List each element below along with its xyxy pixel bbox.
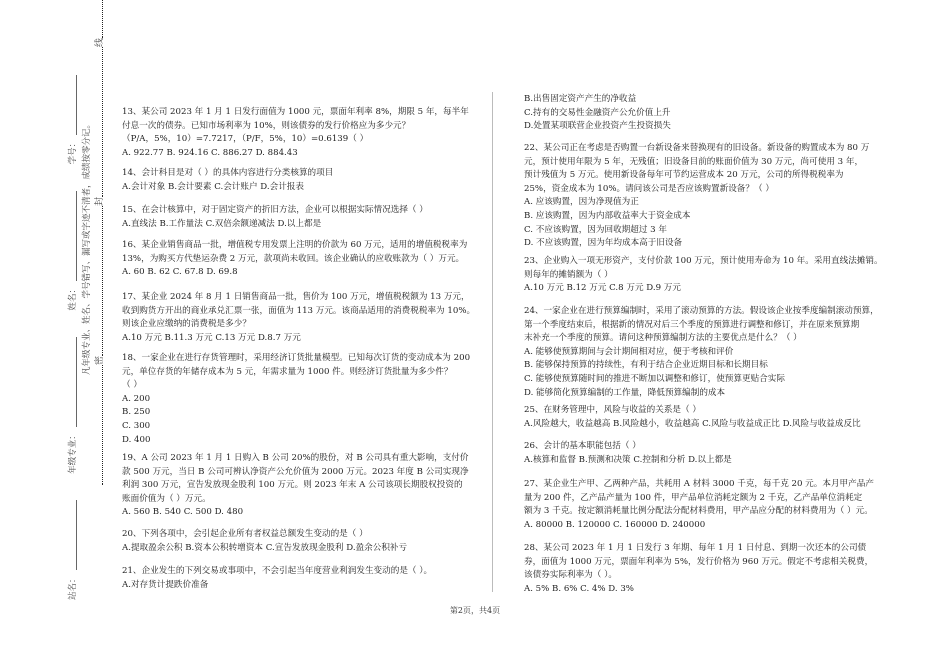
question-line: 该债券实际利率为（ ）。 bbox=[524, 570, 617, 581]
question-line: A.会计对象 B.会计要素 C.会计账户 D.会计报表 bbox=[122, 181, 304, 192]
question-line: 28、某公司 2023 年 1 月 1 日发行 3 年期、每年 1 月 1 日付息、到期一次还本的公司债 bbox=[524, 543, 867, 553]
question-line: A.10 万元 B.12 万元 C.8 万元 D.9 万元 bbox=[524, 283, 681, 294]
question-block bbox=[524, 440, 732, 467]
question-line: 19、A 公司 2023 年 1 月 1 日购入 B 公司 20%的股份，对 B 公司具有重大影响，支付价 bbox=[122, 453, 469, 463]
question-line: 18、一家企业在进行存货管理时，采用经济订货批量模型。已知每次订货的变动成本为 200 bbox=[122, 353, 471, 363]
dotted-line bbox=[97, 206, 103, 356]
question-line: 26、会计的基本职能包括（ ） bbox=[524, 441, 641, 451]
question-line: 元，预计使用年限为 5 年，无残值；旧设备目前的账面价值为 30 万元，尚可使用 3 年， bbox=[524, 156, 864, 167]
question-line: 量为 200 件，乙产品产量为 100 件，甲产品单位消耗定额为 2 千克，乙产品单位消耗定 bbox=[524, 492, 863, 503]
question-line: 利润 300 万元，宣告发放现金股利 100 万元。则 2023 年末 A 公司该项长期股权投资的 bbox=[122, 480, 463, 491]
question-line: A.核算和监督 B.预测和决策 C.控制和分析 D.以上都是 bbox=[524, 454, 732, 465]
question-line: 款 500 万元，当日 B 公司可辨认净资产公允价值为 2000 万元。2023 年度 B 公司实现净 bbox=[122, 466, 469, 477]
question-block bbox=[122, 528, 407, 555]
column-divider bbox=[492, 92, 493, 592]
question-line: 25、在财务管理中，风险与收益的关系是（ ） bbox=[524, 405, 701, 415]
question-line: 15、在会计核算中，对于固定资产的折旧方法，企业可以根据实际情况选择（ ） bbox=[122, 205, 428, 215]
question-block bbox=[524, 478, 874, 532]
question-line: A. 应该购置，因为净现值为正 bbox=[524, 197, 639, 208]
question-line: B. 250 bbox=[122, 407, 151, 418]
question-block bbox=[524, 305, 879, 400]
question-line: 20、下列各项中，会引起企业所有者权益总额发生变动的是（ ） bbox=[122, 529, 368, 539]
id-field[interactable] bbox=[68, 75, 77, 135]
question-block bbox=[122, 239, 467, 280]
question-block bbox=[122, 565, 432, 592]
question-line: A.10 万元 B.11.3 万元 C.13 万元 D.8.7 万元 bbox=[122, 332, 301, 343]
question-line: 13%，为购买方代垫运杂费 2 万元，款项尚未收回。该企业确认的应收账款为（ ）万元。 bbox=[122, 253, 465, 264]
question-line: B. 应该购置，因为内部收益率大于资金成本 bbox=[524, 210, 691, 221]
question-line: A.风险越大，收益越高 B.风险越小，收益越高 C.风险与收益成正比 D.风险与收益成反比 bbox=[524, 418, 861, 429]
dotted-line bbox=[97, 0, 103, 38]
question-block bbox=[122, 352, 470, 447]
question-block bbox=[524, 542, 873, 596]
question-line: 预计残值为 5 万元。使用新设备每年可节约运营成本 20 万元，公司的所得税税率为 bbox=[524, 170, 844, 181]
question-line: A. 能够使预算期间与会计期间相对应，便于考核和评价 bbox=[524, 346, 734, 357]
question-line: A. 5% B. 6% C. 4% D. 3% bbox=[524, 583, 634, 594]
seal-char-xian: 线 bbox=[95, 37, 105, 47]
question-line: 券，面值为 1000 万元，票面年利率为 5%，发行价格为 960 万元。假定不考虑相关税费， bbox=[524, 556, 874, 567]
page-footer: 第2页，共4页 bbox=[449, 606, 501, 615]
question-line: C. 不应该购置，因为回收期超过 3 年 bbox=[524, 224, 667, 235]
question-line: 16、某企业销售商品一批，增值税专用发票上注明的价款为 60 万元，适用的增值税税率为 bbox=[122, 240, 468, 250]
question-line: A.对存货计提跌价准备 bbox=[122, 579, 209, 590]
seal-char-feng: 封 bbox=[95, 196, 105, 206]
question-line: B. 能够保持预算的持续性，有利于结合企业近期目标和长期目标 bbox=[524, 360, 768, 371]
grade-field[interactable] bbox=[68, 337, 77, 427]
notice: 凡年级专业、姓名、学号错写、漏写或字迹不清者，成绩按零分记。 bbox=[82, 119, 92, 375]
student-info-fields bbox=[66, 71, 78, 600]
question-block bbox=[524, 404, 861, 431]
question-line: A.提取盈余公积 B.资本公积转增资本 C.宣告发放现金股利 D.盈余公积补亏 bbox=[122, 542, 408, 553]
question-block bbox=[122, 204, 428, 231]
question-line: A.直线法 B.工作量法 C.双倍余额递减法 D.以上都是 bbox=[122, 218, 322, 229]
question-line: 末补充一个季度的预算。请问这种预算编制方法的主要优点是什么？（ ） bbox=[524, 333, 802, 344]
question-line: 25%，资金成本为 10%。请问该公司是否应该购置新设备？（ ） bbox=[524, 183, 774, 194]
question-line: 账面价值为（ ）万元。 bbox=[122, 493, 211, 504]
question-block bbox=[122, 106, 469, 160]
question-line: 14、会计科目是对（ ）的具体内容进行分类核算的项目 bbox=[122, 168, 334, 178]
seal-char-mi: 密 bbox=[95, 355, 105, 365]
question-line: C. 300 bbox=[122, 420, 151, 431]
question-line: 额为 3 千克。按定额消耗量比例分配法分配材料费用，甲产品应分配的材料费用为（ ）元。 bbox=[524, 506, 873, 517]
question-line: （P/A，5%，10）=7.7217，（P/F，5%，10）=0.6139（ ） bbox=[122, 134, 369, 145]
question-block bbox=[122, 167, 333, 194]
question-line: C.持有的交易性金融资产公允价值上升 bbox=[524, 107, 671, 118]
question-line: 元，单位存货的年储存成本为 5 元，年需求量为 1000 件。则经济订货批量为多少件？ bbox=[122, 366, 453, 377]
question-line: B.出售固定资产产生的净收益 bbox=[524, 94, 637, 104]
question-line: C. 能够使预算随时间的推进不断加以调整和修订，使预算更贴合实际 bbox=[524, 373, 785, 384]
question-line: 23、企业购入一项无形资产，支付价款 100 万元，预计使用寿命为 10 年。采用直线法摊销。 bbox=[524, 256, 883, 266]
question-line: 13、某公司 2023 年 1 月 1 日发行面值为 1000 元，票面年利率 8%，期限 5 年，每半年 bbox=[122, 107, 469, 117]
question-block bbox=[524, 93, 671, 134]
question-line: 27、某企业生产甲、乙两种产品，共耗用 A 材料 3000 千克，每千克 20 元。本月甲产品产 bbox=[524, 479, 874, 489]
dotted-line bbox=[97, 365, 103, 485]
question-line: 17、某企业 2024 年 8 月 1 日销售商品一批，售价为 100 万元，增值税税额为 13 万元， bbox=[122, 292, 470, 302]
question-line: 第一个季度结束后，根据新的情况对后三个季度的预算进行调整和修订，并在原来预算期 bbox=[524, 319, 860, 330]
question-line: 则该企业应缴纳的消费税是多少？ bbox=[122, 319, 251, 330]
question-line: D.处置某项联营企业投资产生投资损失 bbox=[524, 121, 671, 132]
question-line: 收到购货方开出的商业承兑汇票一张，面值为 113 万元。该商品适用的消费税税率为 10%。 bbox=[122, 305, 476, 316]
question-line: 则每年的摊销额为（ ） bbox=[524, 269, 613, 280]
question-line: （ ） bbox=[122, 380, 142, 391]
grade-label: 年级专业： bbox=[68, 431, 78, 474]
question-line: A. 60 B. 62 C. 67.8 D. 69.8 bbox=[122, 267, 238, 278]
name-field[interactable] bbox=[68, 191, 77, 281]
question-line: 21、企业发生的下列交易或事项中，不会引起当年度营业利润发生变动的是（ ）。 bbox=[122, 566, 433, 576]
question-block bbox=[122, 452, 469, 520]
question-line: A. 922.77 B. 924.16 C. 886.27 D. 884.43 bbox=[122, 147, 298, 158]
name-label: 姓名： bbox=[68, 285, 78, 311]
question-block bbox=[122, 291, 475, 345]
question-line: A. 560 B. 540 C. 500 D. 480 bbox=[122, 507, 244, 518]
question-line: 24、一家企业在进行预算编制时，采用了滚动预算的方法。假设该企业按季度编制滚动预算， bbox=[524, 306, 879, 316]
seal-line bbox=[92, 0, 105, 485]
notice-text bbox=[80, 120, 92, 375]
question-line: D. 不应该购置，因为年均成本高于旧设备 bbox=[524, 238, 683, 249]
question-block bbox=[524, 142, 869, 251]
question-line: A. 80000 B. 120000 C. 160000 D. 240000 bbox=[524, 519, 706, 530]
question-line: D. 400 bbox=[122, 434, 151, 445]
site-label: 站名： bbox=[68, 574, 78, 600]
question-line: 22、某公司正在考虑是否购置一台新设备来替换现有的旧设备。新设备的购置成本为 80 万 bbox=[524, 143, 870, 153]
question-block bbox=[524, 255, 883, 296]
site-field[interactable] bbox=[68, 500, 77, 570]
id-label: 学号： bbox=[68, 138, 78, 165]
question-line: D. 能够简化预算编制的工作量，降低预算编制的成本 bbox=[524, 387, 726, 398]
question-line: 付息一次的债券。已知市场利率为 10%，则该债券的发行价格应为多少元？ bbox=[122, 120, 411, 131]
question-line: A. 200 bbox=[122, 393, 151, 404]
dotted-line bbox=[97, 47, 103, 197]
